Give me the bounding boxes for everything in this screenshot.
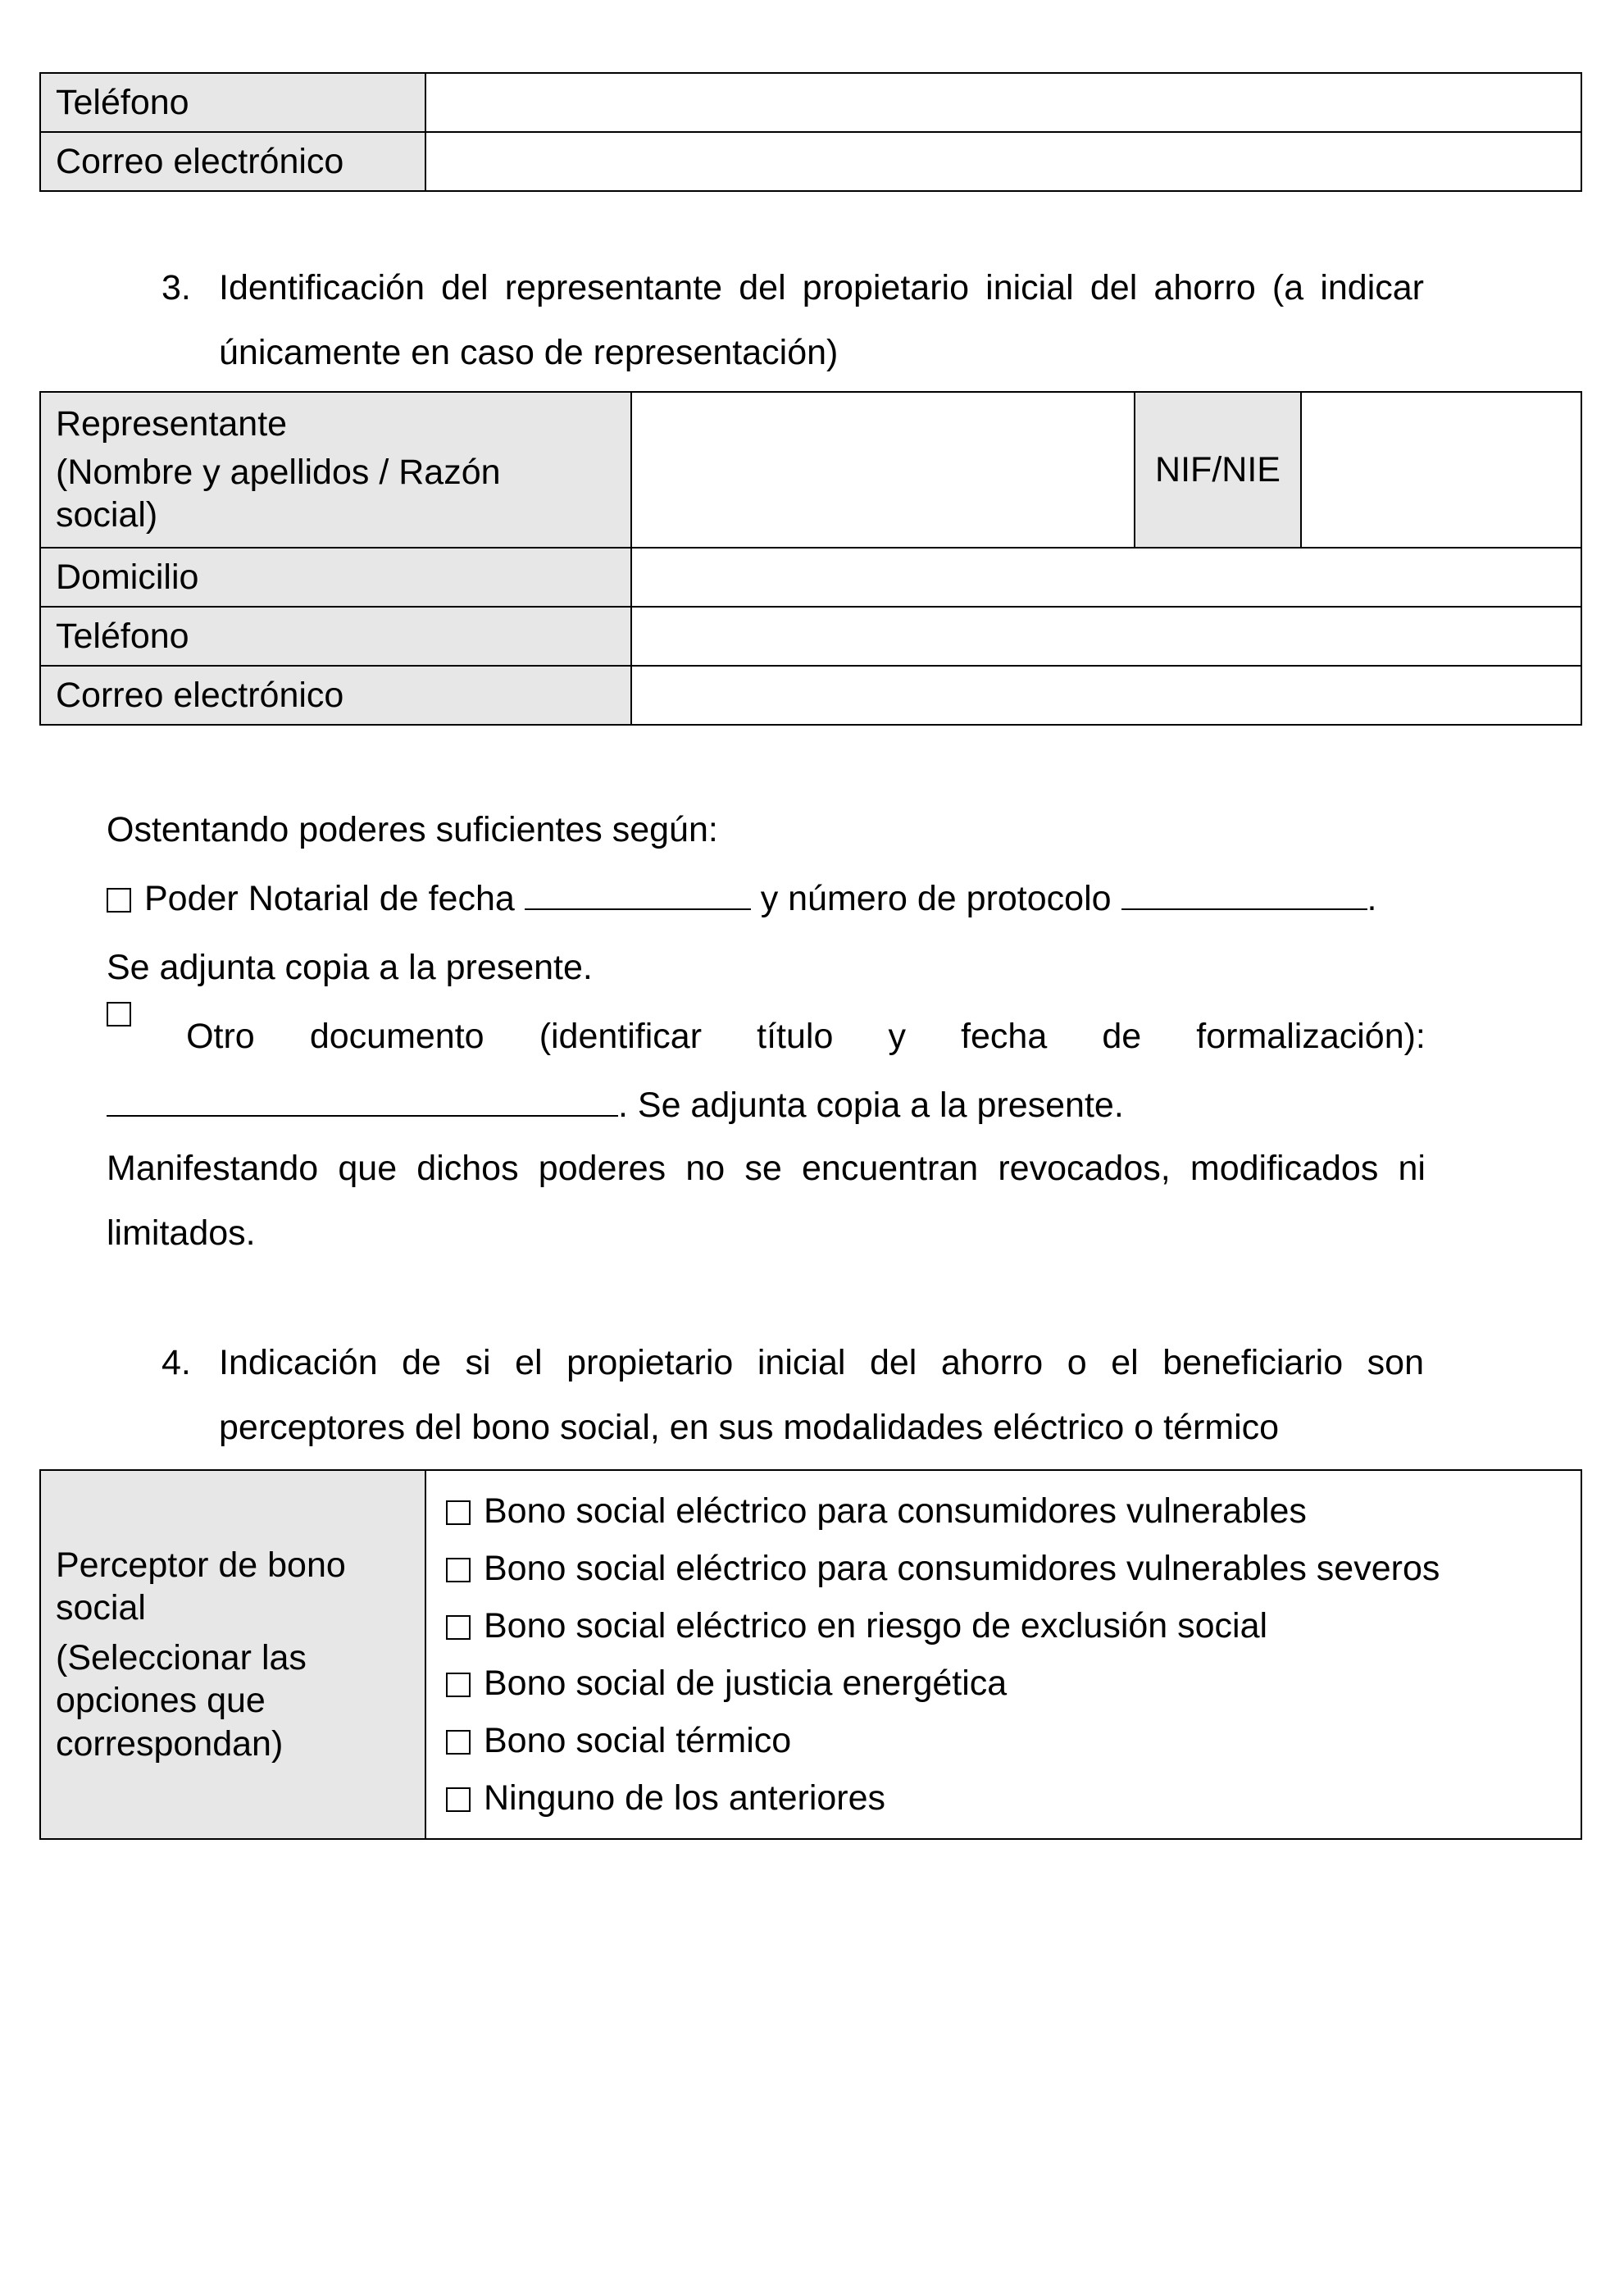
powers-intro: Ostentando poderes suficientes según: <box>107 810 718 849</box>
notarial-period: . <box>1367 879 1377 918</box>
representative-row <box>40 392 1581 548</box>
section-4-heading-text: Indicación de si el propietario inicial del ahorro o el beneficiario son perceptores del bono social, en sus modalidades eléctrico o térmico <box>219 1343 1424 1447</box>
address-label: Domicilio <box>40 548 631 607</box>
notarial-power-checkbox[interactable] <box>107 888 131 913</box>
option-checkbox[interactable] <box>446 1730 471 1755</box>
option-label: Bono social eléctrico para consumidores vulnerables <box>484 1491 1307 1531</box>
social-bonus-option[interactable] <box>446 1712 1561 1769</box>
representative-email-label: Correo electrónico <box>40 666 631 725</box>
option-checkbox[interactable] <box>446 1673 471 1697</box>
other-document-option <box>107 1002 1426 1071</box>
other-document-word: documento <box>309 1017 484 1056</box>
email-field[interactable] <box>425 132 1581 191</box>
phone-row <box>40 73 1581 132</box>
section-3-number: 3. <box>161 268 191 307</box>
option-label: Bono social eléctrico para consumidores vulnerables severos <box>484 1549 1440 1588</box>
social-bonus-option[interactable] <box>446 1769 1561 1827</box>
section-3-heading-text: Identificación del representante del propietario inicial del ahorro (a indicar únicamente en caso de representación) <box>219 268 1424 372</box>
representative-label-subtitle: (Nombre y apellidos / Razón social) <box>56 452 501 535</box>
powers-paragraph <box>107 795 1426 1266</box>
email-row <box>40 132 1581 191</box>
social-bonus-label <box>40 1470 425 1839</box>
option-label: Bono social de justicia energética <box>484 1664 1008 1703</box>
representative-label <box>40 392 631 548</box>
email-label: Correo electrónico <box>40 132 425 191</box>
social-bonus-row <box>40 1470 1581 1839</box>
address-row <box>40 548 1581 607</box>
social-bonus-option[interactable] <box>446 1482 1561 1540</box>
other-document-checkbox[interactable] <box>107 1002 131 1026</box>
other-document-word: Otro <box>186 1017 255 1056</box>
other-document-word: y <box>888 1017 906 1056</box>
social-bonus-label-title: Perceptor de bono social <box>56 1545 346 1628</box>
notarial-protocol-label: y número de protocolo <box>760 879 1112 918</box>
section-3-heading <box>161 256 1424 385</box>
representative-email-field[interactable] <box>631 666 1581 725</box>
social-bonus-option[interactable] <box>446 1655 1561 1712</box>
option-checkbox[interactable] <box>446 1500 471 1525</box>
phone-field[interactable] <box>425 73 1581 132</box>
representative-phone-field[interactable] <box>631 607 1581 666</box>
option-label: Ninguno de los anteriores <box>484 1778 886 1818</box>
option-label: Bono social térmico <box>484 1721 792 1760</box>
powers-statement: Manifestando que dichos poderes no se encuentran revocados, modificados ni limitados. <box>107 1149 1426 1253</box>
notarial-power-option <box>107 864 1426 933</box>
contact-table <box>39 72 1582 192</box>
address-field[interactable] <box>631 548 1581 607</box>
option-checkbox[interactable] <box>446 1787 471 1812</box>
other-document-word: de <box>1102 1017 1142 1056</box>
notarial-power-label: Poder Notarial de fecha <box>144 879 515 918</box>
social-bonus-option[interactable] <box>446 1597 1561 1655</box>
option-label: Bono social eléctrico en riesgo de exclusión social <box>484 1606 1268 1646</box>
nif-field[interactable] <box>1301 392 1581 548</box>
nif-label: NIF/NIE <box>1135 392 1301 548</box>
section-4-heading <box>161 1331 1424 1460</box>
notarial-date-blank[interactable] <box>525 872 751 910</box>
other-document-word: formalización): <box>1196 1017 1426 1056</box>
option-checkbox[interactable] <box>446 1615 471 1640</box>
social-bonus-options <box>425 1470 1581 1839</box>
section-4-number: 4. <box>161 1343 191 1382</box>
protocol-number-blank[interactable] <box>1121 872 1367 910</box>
representative-email-row <box>40 666 1581 725</box>
other-document-word: (identificar <box>539 1017 703 1056</box>
social-bonus-option[interactable] <box>446 1540 1561 1597</box>
other-document-blank[interactable] <box>107 1079 618 1117</box>
other-document-line <box>107 1071 1426 1140</box>
representative-table <box>39 391 1582 726</box>
other-document-word: fecha <box>961 1017 1048 1056</box>
representative-label-title: Representante <box>56 404 288 444</box>
option-checkbox[interactable] <box>446 1558 471 1582</box>
representative-phone-row <box>40 607 1581 666</box>
representative-phone-label: Teléfono <box>40 607 631 666</box>
social-bonus-label-hint: (Seleccionar las opciones que correspondan) <box>56 1637 307 1764</box>
other-document-copy-text: . Se adjunta copia a la presente. <box>618 1086 1124 1125</box>
phone-label: Teléfono <box>40 73 425 132</box>
social-bonus-table <box>39 1469 1582 1840</box>
other-document-word: título <box>757 1017 834 1056</box>
copy-attached-text: Se adjunta copia a la presente. <box>107 948 593 987</box>
representative-name-field[interactable] <box>631 392 1135 548</box>
